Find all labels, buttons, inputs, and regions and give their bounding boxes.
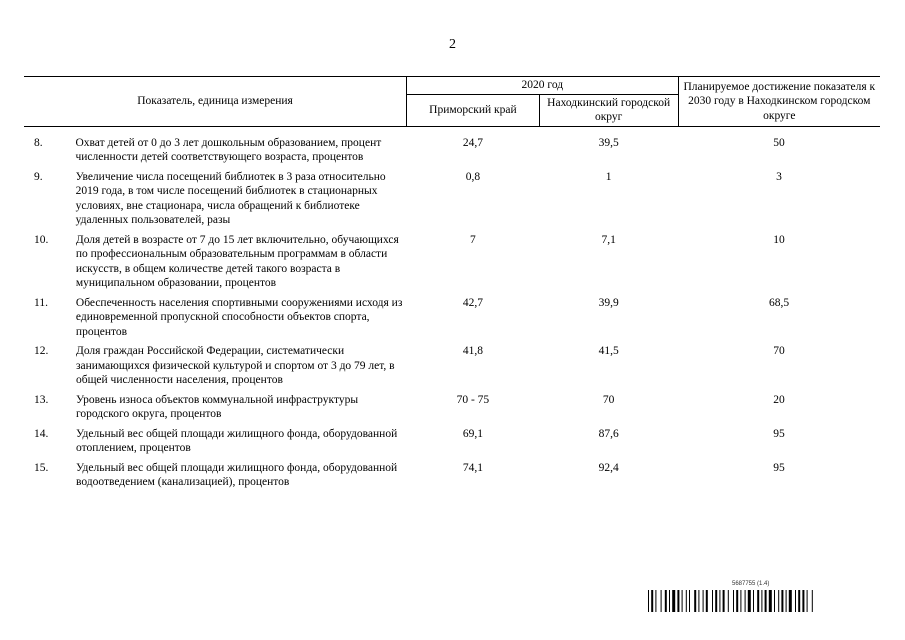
row-indicator-text: Увеличение числа посещений библиотек в 3 раза относительно 2019 года, в том числе посещений библиотек в стационарных условиях, вне стационара, числа обращений к библиотеке удаленных пользователей, разы	[75, 170, 386, 226]
row-indicator-text: Доля детей в возрасте от 7 до 15 лет включительно, обучающихся по профессиональным образовательным программам в области искусств, в общем количестве детей такого возраста в муниципальном образовании, процентов	[75, 233, 399, 289]
header-nakhodka: Находкинский городской округ	[539, 94, 678, 126]
barcode-label: 5687755 (1.4)	[732, 581, 770, 587]
indicator-cell	[24, 344, 407, 393]
value-plan: 70	[773, 345, 785, 357]
value-nakhodka: 39,5	[598, 136, 619, 149]
value-nakhodka: 87,6	[598, 427, 619, 440]
value-primorsky: 0,8	[465, 170, 481, 183]
indicator-cell	[24, 461, 407, 495]
indicator-cell	[24, 136, 407, 170]
value-plan: 95	[773, 427, 785, 440]
table-row	[24, 344, 880, 393]
value-primorsky: 42,7	[462, 296, 483, 309]
barcode	[648, 590, 862, 612]
row-indicator-text: Доля граждан Российской Федерации, систематически занимающихся физической культурой и спортом от 3 до 79 лет, в общей численности населения, процентов	[75, 345, 395, 386]
row-number: 13.	[34, 393, 49, 406]
header-plan: Планируемое достижение показателя к 2030 году в Находкинском городском округе	[678, 77, 880, 127]
table-row	[24, 233, 880, 296]
value-primorsky: 74,1	[462, 461, 483, 474]
table-row	[24, 296, 880, 345]
row-number: 8.	[34, 136, 43, 149]
value-nakhodka: 1	[605, 170, 612, 183]
value-plan: 10	[773, 233, 785, 246]
row-indicator-text: Удельный вес общей площади жилищного фонда, оборудованной водоотведением (канализацией), процентов	[75, 461, 398, 488]
indicator-cell	[24, 393, 407, 427]
value-plan: 50	[773, 136, 785, 149]
row-number: 12.	[34, 345, 49, 357]
indicator-cell	[24, 170, 407, 233]
value-primorsky: 7	[470, 233, 476, 246]
table-body	[24, 126, 880, 495]
value-primorsky: 70 - 75	[456, 393, 490, 406]
header-indicator: Показатель, единица измерения	[24, 77, 407, 127]
value-primorsky: 24,7	[462, 136, 483, 149]
page-number: 2	[449, 37, 456, 52]
value-plan: 68,5	[768, 296, 790, 309]
value-plan: 20	[773, 393, 785, 406]
header-year: 2020 год	[407, 77, 679, 95]
row-indicator-text: Уровень износа объектов коммунальной инфраструктуры городского округа, процентов	[75, 393, 359, 420]
row-indicator-text: Удельный вес общей площади жилищного фонда, оборудованной отоплением, процентов	[76, 427, 398, 454]
indicators-table	[24, 76, 880, 495]
row-number: 14.	[34, 427, 49, 440]
value-nakhodka: 39,9	[598, 296, 619, 309]
value-nakhodka: 70	[602, 393, 615, 406]
table-row	[24, 461, 880, 495]
row-number: 15.	[34, 461, 49, 474]
row-number: 9.	[34, 170, 43, 183]
table-row	[24, 136, 880, 170]
value-plan: 95	[773, 461, 785, 474]
value-plan: 3	[776, 170, 782, 183]
table-row	[24, 427, 880, 461]
value-primorsky: 69,1	[462, 427, 483, 440]
value-nakhodka: 92,4	[598, 461, 619, 474]
value-nakhodka: 41,5	[598, 345, 619, 357]
indicator-cell	[24, 233, 407, 296]
row-indicator-text: Обеспеченность населения спортивными сооружениями исходя из единовременной пропускной способности объектов спорта, процентов	[75, 296, 403, 338]
table-row	[24, 170, 880, 233]
value-primorsky: 41,8	[462, 345, 483, 357]
indicator-cell	[24, 296, 407, 345]
indicator-cell	[24, 427, 407, 461]
table-row	[24, 393, 880, 427]
row-number: 10.	[34, 233, 49, 246]
header-primorsky: Приморский край	[407, 94, 540, 126]
row-number: 11.	[34, 296, 48, 309]
row-indicator-text: Охват детей от 0 до 3 лет дошкольным образованием, процент численности детей соответствующего возраста, процентов	[75, 136, 382, 163]
value-nakhodka: 7,1	[601, 233, 616, 246]
